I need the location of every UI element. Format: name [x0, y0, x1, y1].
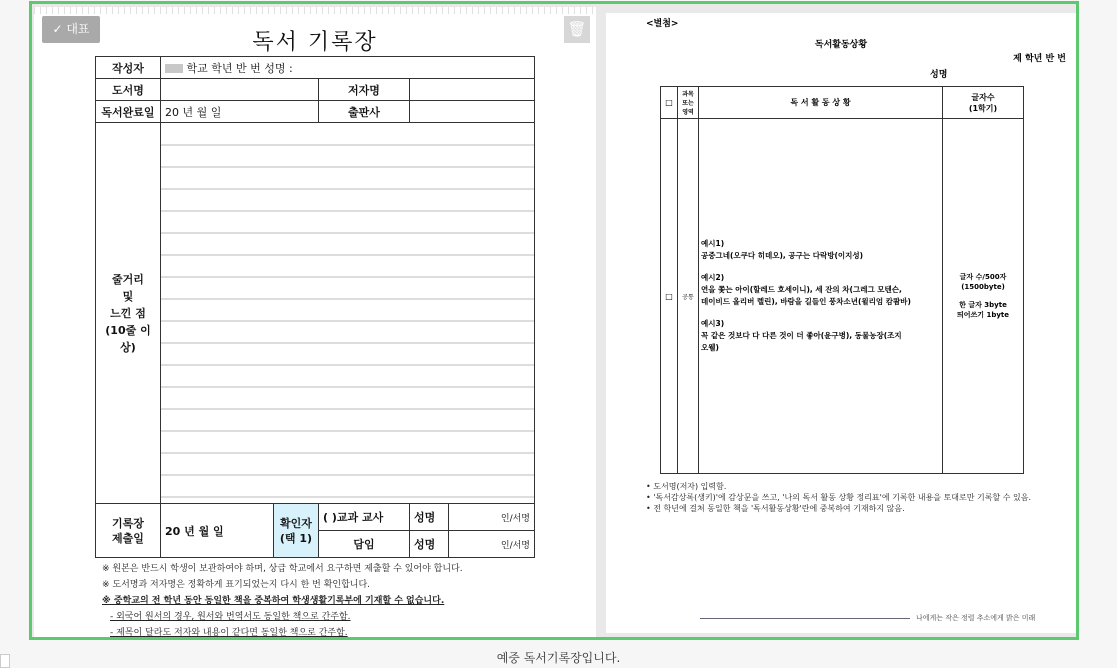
book-label: 도서명 — [96, 79, 161, 101]
reading-log-form — [95, 56, 535, 558]
seal-2: 인/서명 — [449, 531, 535, 558]
example-line: 예시1) — [701, 239, 725, 248]
publisher-label: 출판사 — [319, 101, 410, 123]
sign-label-2: 성명 — [410, 531, 449, 558]
example-line: 연을 쫓는 아이(할레드 호세이니), 세 잔의 차(그레그 모텐슨, — [701, 285, 902, 294]
activity-title: 독서활동상황 — [814, 40, 868, 50]
chars-line: 띄어쓰기 1byte — [956, 311, 1010, 319]
record-value: 20 년 월 일 — [161, 504, 274, 558]
note-4: - 외국어 원서의 경우, 원서와 번역서도 동일한 책으로 간주함. — [110, 612, 351, 622]
example-line: 예시3) — [701, 319, 725, 328]
ruler — [34, 7, 596, 14]
examples-cell — [699, 119, 943, 474]
activity-table — [660, 86, 1024, 474]
plot-lines — [161, 123, 535, 504]
trash-icon[interactable]: 🗑 — [564, 16, 590, 43]
author-label: 작성자 — [96, 57, 161, 79]
chars-line: 한 글자 3byte — [959, 301, 1007, 309]
activity-status-page — [606, 13, 1076, 633]
left-notes — [102, 561, 463, 637]
right-footer: 나에게는 작은 정렬 추소에게 밝은 미래 — [700, 613, 1040, 623]
right-note-3: • 전 학년에 걸쳐 동일한 책을 '독서활동상황'란에 중복하여 기재하지 않음. — [646, 504, 905, 513]
book-value — [161, 79, 319, 101]
author-value: 학교 학년 반 번 성명 : — [161, 57, 535, 79]
attachment-label: <별첨> — [646, 19, 679, 29]
representative-badge[interactable]: ✓ 대표 — [42, 16, 100, 43]
note-3: ※ 중학교의 전 학년 동안 동일한 책을 중복하여 학생생활기록부에 기재할 수 없습니다. — [102, 596, 445, 606]
col-subject: 과목 또는 영역 — [678, 87, 699, 119]
writer-value — [410, 79, 535, 101]
subject-teacher: ( )교과 교사 — [319, 504, 410, 531]
example-line: 예시2) — [701, 273, 725, 282]
example-line: 오웰) — [701, 343, 719, 352]
done-value: 20 년 월 일 — [161, 101, 319, 123]
row-check: □ — [661, 119, 678, 474]
seal-1: 인/서명 — [449, 504, 535, 531]
sign-label-1: 성명 — [410, 504, 449, 531]
student-name-label: 성명 — [930, 70, 948, 80]
plot-label: 줄거리 및 느낀 점 (10줄 이상) — [96, 123, 161, 504]
col-check: □ — [661, 87, 678, 119]
note-2: ※ 도서명과 저자명은 정확하게 표기되었는지 다시 한 번 확인합니다. — [102, 580, 371, 590]
chars-cell — [943, 119, 1024, 474]
chars-line: (1500byte) — [961, 283, 1005, 291]
grade-class-number: 제 학년 반 번 — [1013, 54, 1066, 64]
done-label: 독서완료일 — [96, 101, 161, 123]
publisher-value — [410, 101, 535, 123]
example-line: 꼭 같은 것보다 다 다른 것이 더 좋아(윤구병), 동물농장(조지 — [701, 331, 902, 340]
row-subject: 공통 — [678, 119, 699, 474]
selected-image-frame[interactable] — [29, 1, 1079, 640]
col-activity: 독 서 활 동 상 황 — [699, 87, 943, 119]
example-line: 공중그네(오쿠다 히데오), 공구는 다락방(이지성) — [701, 251, 864, 260]
reading-log-page — [34, 7, 596, 637]
examples — [701, 238, 940, 354]
col-chars: 글자수 (1학기) — [943, 87, 1024, 119]
right-note-1: • 도서명(저자) 입력함. — [646, 482, 727, 491]
redacted-school — [165, 64, 183, 73]
page-title: 독서 기록장 — [252, 30, 378, 55]
right-note-2: • '독서감상록(생키)'에 감상문을 쓰고, '나의 독서 활동 상황 정리표'에 기록한 내용을 토대로만 기록할 수 있음. — [646, 493, 1032, 502]
right-notes — [646, 481, 1036, 514]
record-label: 기록장 제출일 — [96, 504, 161, 558]
confirm-label: 확인자 (택 1) — [274, 504, 319, 558]
image-caption[interactable]: 예중 독서기록장입니다. — [496, 651, 621, 665]
note-1: ※ 원본은 반드시 학생이 보관하여야 하며, 상급 학교에서 요구하면 제출할 수 있어야 합니다. — [102, 564, 463, 574]
note-5: - 제목이 달라도 저자와 내용이 같다면 동일한 책으로 간주함. — [110, 628, 348, 637]
writer-label: 저자명 — [319, 79, 410, 101]
example-line: 데이비드 올리버 렐린), 바람을 길들인 풍차소년(윌리엄 캄쾀바) — [701, 297, 911, 306]
homeroom-label: 담임 — [319, 531, 410, 558]
chars-line: 글자 수/500자 — [959, 273, 1007, 281]
